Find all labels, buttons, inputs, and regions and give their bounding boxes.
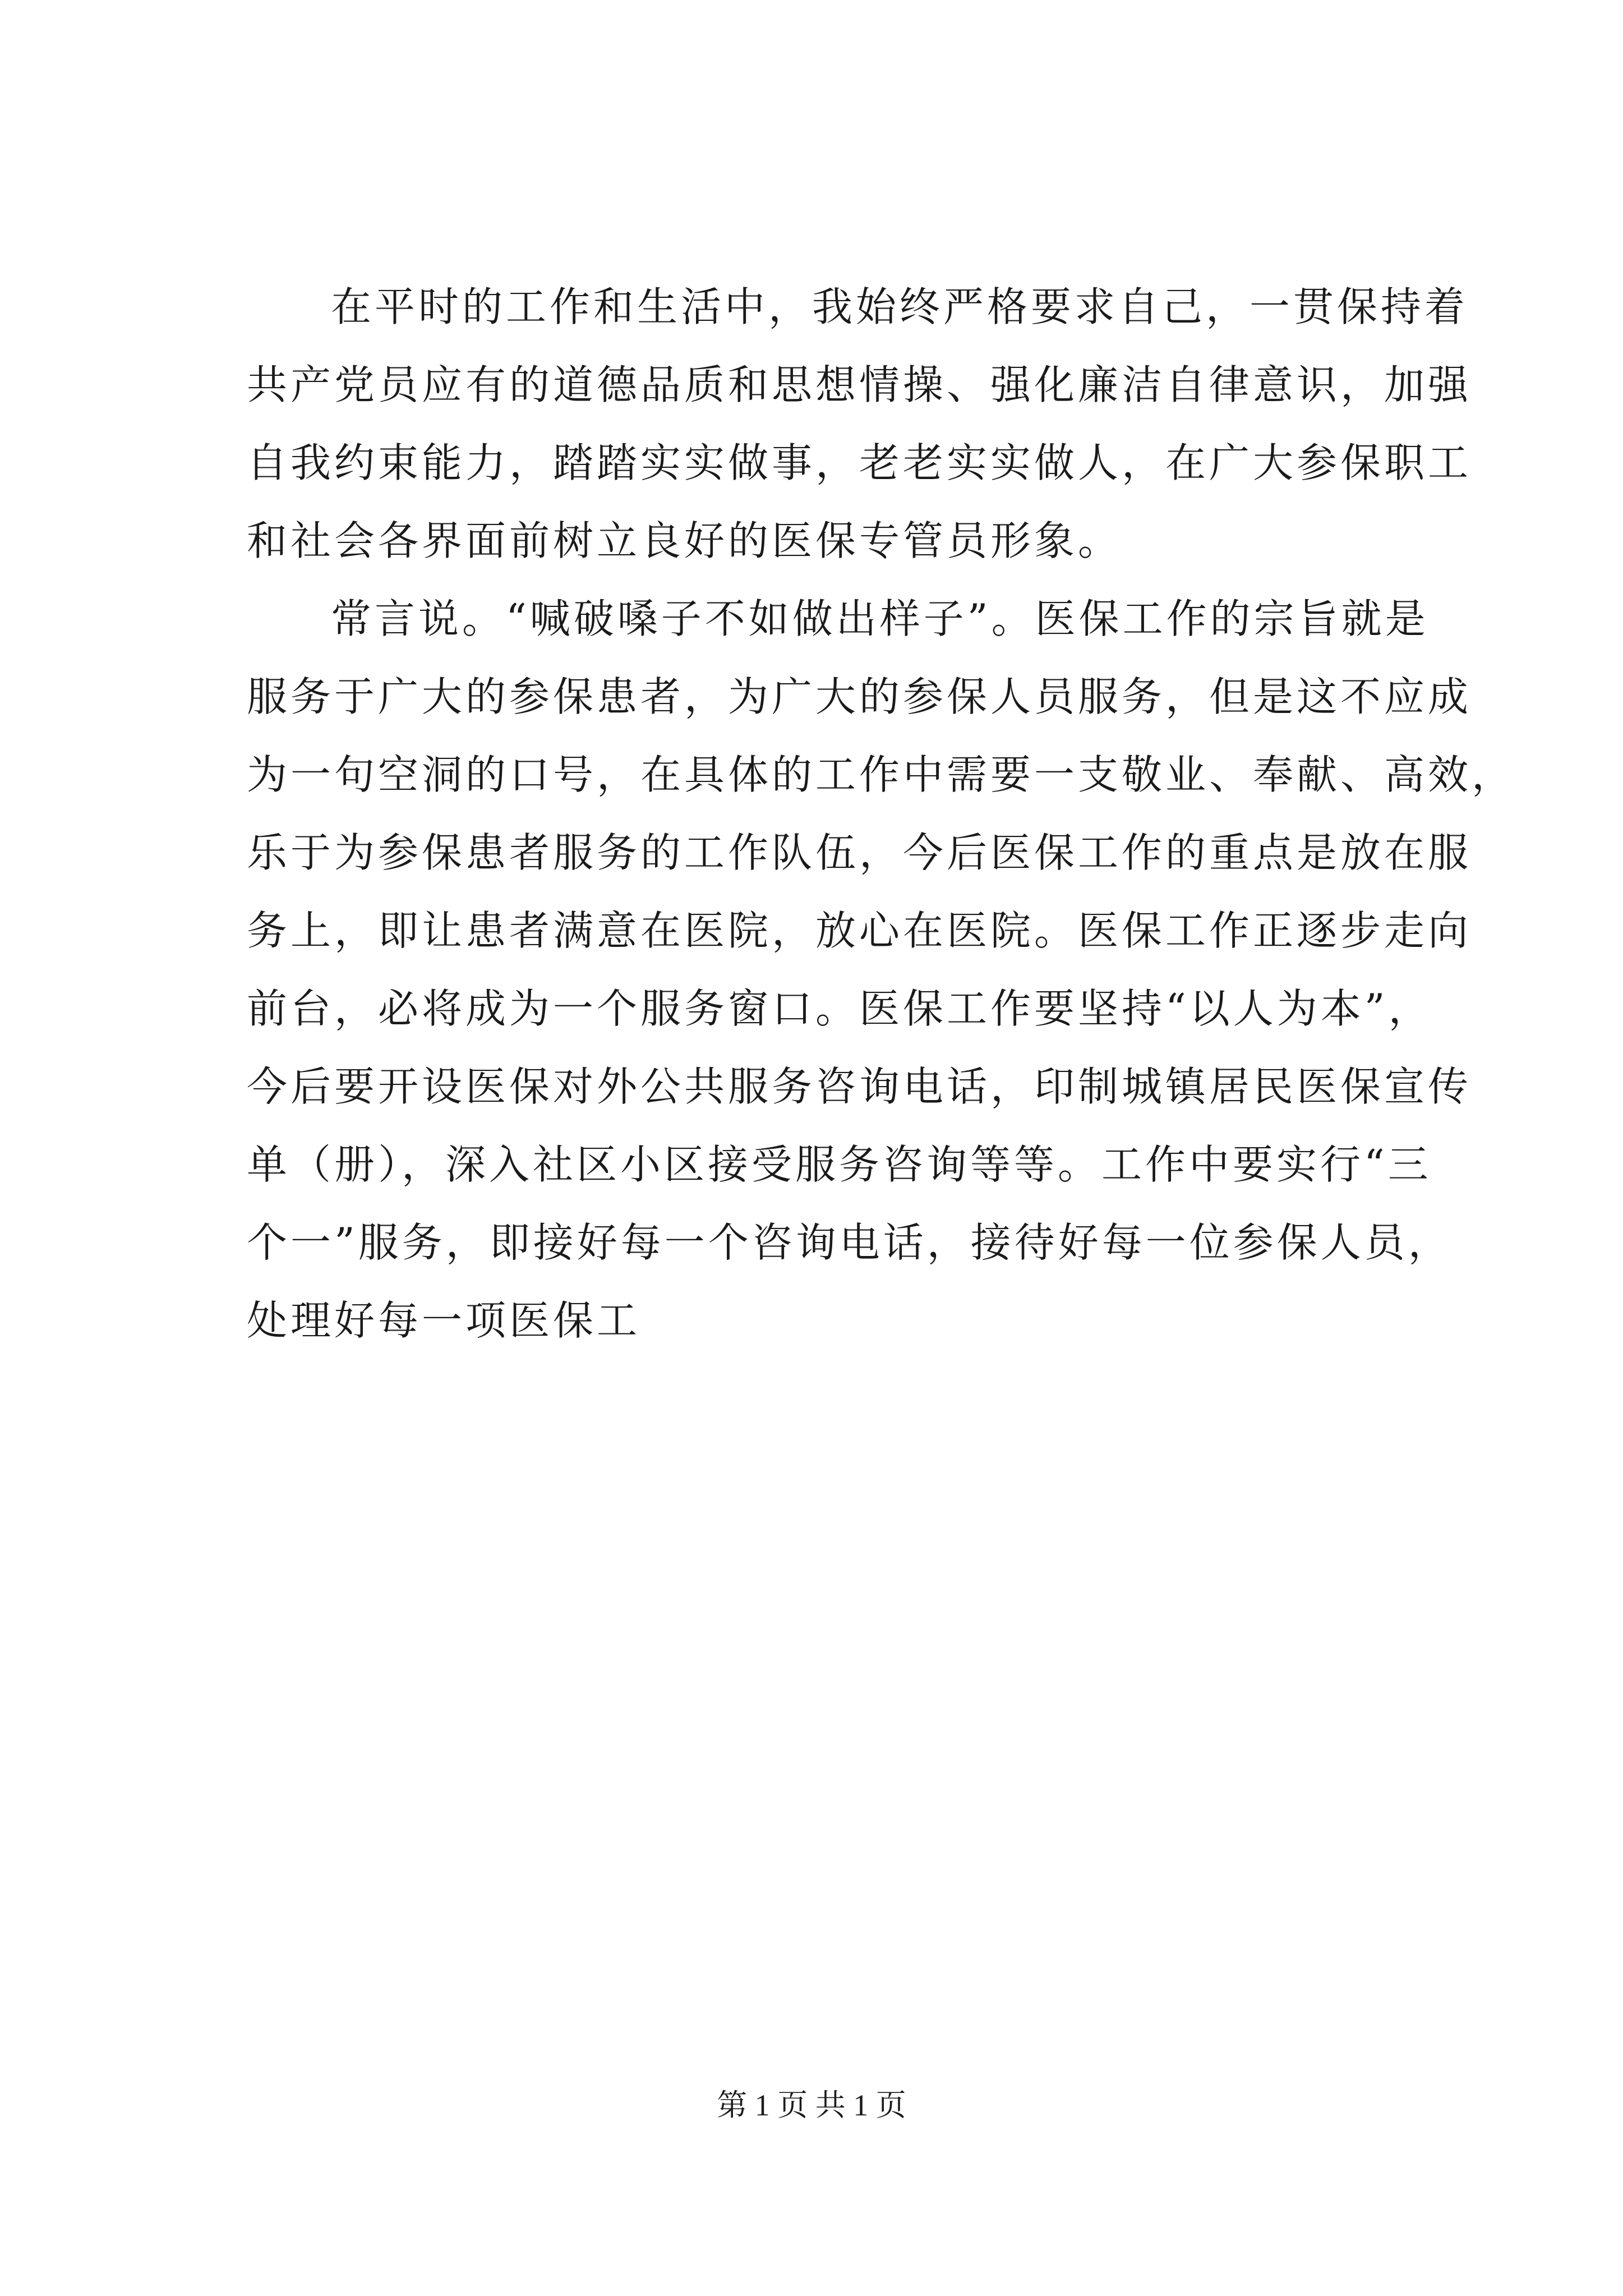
paragraph-2-line-2: 服务于广大的参保患者，为广大的参保人员服务，但是这不应成 — [247, 673, 1472, 720]
paragraph-1-line-4: 和社会各界面前树立良好的医保专管员形象。 — [247, 517, 1122, 564]
paragraph-2-line-7: 今后要开设医保对外公共服务咨询电话，印制城镇居民医保宣传 — [247, 1063, 1472, 1110]
paragraph-1-line-2: 共产党员应有的道德品质和思想情操、强化廉洁自律意识，加强 — [247, 361, 1472, 408]
paragraph-2-line-5: 务上，即让患者满意在医院，放心在医院。医保工作正逐步走向 — [247, 907, 1472, 954]
paragraph-2-line-4: 乐于为参保患者服务的工作队伍，今后医保工作的重点是放在服 — [247, 829, 1472, 876]
page-footer: 第 1 页 共 1 页 — [717, 2088, 906, 2122]
paragraph-2-line-9: 个一”服务，即接好每一个咨询电话，接待好每一位参保人员， — [247, 1219, 1452, 1266]
body-text — [247, 268, 1516, 1360]
paragraph-2-line-1: 常言说。“喊破嗓子不如做出样子”。医保工作的宗旨就是 — [331, 595, 1429, 642]
paragraph-2-line-10: 处理好每一项医保工 — [247, 1297, 641, 1344]
paragraph-2-line-8: 单（册），深入社区小区接受服务咨询等等。工作中要实行“三 — [247, 1141, 1432, 1188]
paragraph-1-line-3: 自我约束能力，踏踏实实做事，老老实实做人，在广大参保职工 — [247, 439, 1472, 486]
paragraph-1-line-1: 在平时的工作和生活中，我始终严格要求自己，一贯保持着 — [331, 283, 1469, 330]
paragraph-2-line-3: 为一句空洞的口号，在具体的工作中需要一支敬业、奉献、高效， — [247, 751, 1516, 798]
paragraph-2-line-6: 前台，必将成为一个服务窗口。医保工作要坚持“以人为本”， — [247, 985, 1432, 1032]
